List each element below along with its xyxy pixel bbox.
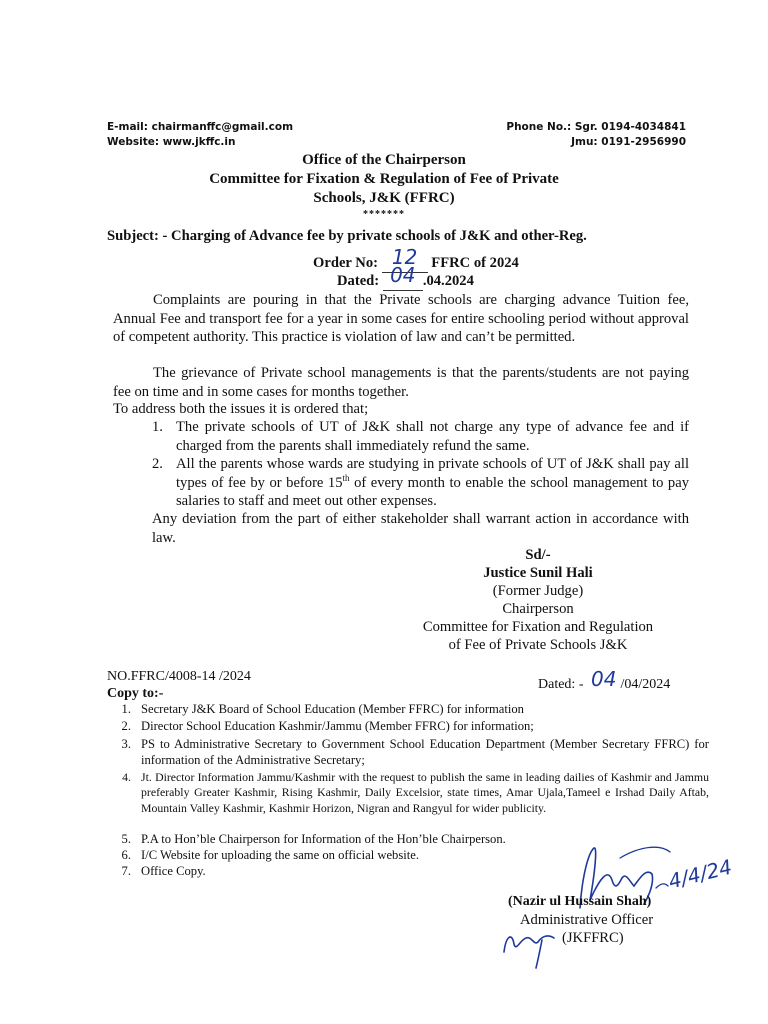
endorsement-number: NO.FFRC/4008-14 /2024 (107, 669, 251, 684)
order-item-2-text-a: All the parents whose wards are studying in private schools of UT of J&K shall pay all types of fee by or before 15 (176, 456, 689, 491)
signatory-former: (Former Judge) (492, 583, 584, 599)
order-dated-suffix: .04.2024 (422, 273, 474, 289)
copy-item-text: PS to Administrative Secretary to Government School Education Department (Member Secretary FFRC) for information of the Administrative Secretary; (141, 737, 709, 767)
stars-divider: ******* (363, 209, 405, 220)
phone-srinagar-text: Phone No.: Sgr. 0194-4034841 (506, 121, 686, 133)
endorsement-date (538, 669, 670, 693)
signatory-committee-line2: of Fee of Private Schools J&K (448, 637, 628, 653)
endorsement-dated-label: Dated: - (538, 677, 584, 692)
subject-line: Subject: - Charging of Advance fee by private schools of J&K and other-Reg. (107, 228, 587, 244)
order-item-2 (176, 455, 689, 511)
endorsement-dated-suffix: /04/2024 (620, 677, 671, 692)
copy-item-text: Secretary J&K Board of School Education (Member FFRC) for information (141, 702, 524, 716)
copy-item-text: I/C Website for uploading the same on official website. (141, 848, 419, 862)
officer-signature-date: 4/4/24 (666, 854, 735, 894)
copy-to-heading: Copy to:- (107, 686, 164, 701)
order-suffix: FFRC of 2024 (431, 255, 519, 271)
paragraph-deviation: Any deviation from the part of either stakeholder shall warrant action in accordance with law. (152, 511, 689, 546)
order-item-2-text-b: of every month to enable the school management to pay salaries to staff and meet out other expenses. (176, 474, 689, 509)
order-item-1: The private schools of UT of J&K shall not charge any type of advance fee and if charged from the parents shall immediately refund the same. (176, 419, 689, 454)
signed-mark: Sd/- (525, 547, 551, 563)
copy-item-number: 3. (121, 737, 131, 751)
order-item-1-number: 1. (152, 419, 163, 435)
signatory-title: Chairperson (502, 601, 574, 617)
email-text: E-mail: chairmanffc@gmail.com (107, 121, 294, 133)
order-dated-label: Dated: (337, 273, 380, 289)
copy-item-number: 1. (121, 702, 131, 716)
order-item-2-superscript: th (342, 472, 350, 483)
initials-scribble (498, 922, 562, 970)
order-item-2-number: 2. (152, 456, 163, 472)
office-title: Office of the Chairperson (302, 152, 466, 168)
order-label: Order No: (313, 255, 378, 271)
copy-item-3 (117, 737, 709, 769)
copy-item-number: 5. (121, 832, 131, 846)
order-day-handwritten: 04 (390, 263, 416, 287)
officer-org: (JKFFRC) (562, 930, 624, 946)
copy-item-4 (117, 770, 709, 832)
paragraph-order-intro: To address both the issues it is ordered that; (113, 401, 369, 417)
copy-item-number: 7. (121, 864, 131, 878)
paragraph-complaints: Complaints are pouring in that the Private schools are charging advance Tuition fee, Annual Fee and transport fee for a year in some cases for entire schooling period without approval of competent authority. This practice is violation of law and can’t be permitted. (113, 292, 689, 345)
endorsement-day-handwritten: 04 (590, 667, 617, 691)
copy-item-text: Director School Education Kashmir/Jammu (Member FFRC) for information; (141, 719, 534, 733)
officer-name: (Nazir ul Hussain Shah) (508, 894, 652, 909)
copy-item-text: P.A to Hon’ble Chairperson for Information of the Hon’ble Chairperson. (141, 832, 506, 846)
copy-item-2 (117, 719, 709, 735)
copy-item-text: Jt. Director Information Jammu/Kashmir with the request to publish the same in leading dailies of Kashmir and Jammu preferably Greater Kashmir, Rising Kashmir, Daily Excelsior, state times, Amar Ujala,Tameel e Irshad Daily Aftab, Mountain Valley Kashmir, Kashmir Horizon, Nigran and Rangyul for wider publicity. (141, 770, 709, 815)
phone-jammu-text: Jmu: 0191-2956990 (571, 136, 686, 148)
copy-item-number: 6. (121, 848, 131, 862)
paragraph-grievance: The grievance of Private school managements is that the parents/students are not paying fee on time and in some cases for months together. (113, 365, 689, 400)
signatory-committee-line1: Committee for Fixation and Regulation (422, 619, 654, 635)
copy-item-number: 4. (122, 770, 131, 784)
order-date-blank (383, 263, 423, 291)
signatory-name: Justice Sunil Hali (483, 565, 593, 581)
copy-item-number: 2. (121, 719, 131, 733)
officer-title: Administrative Officer (520, 912, 654, 928)
order-date (337, 263, 474, 291)
website-text: Website: www.jkffc.in (107, 136, 236, 148)
copy-item-1 (117, 702, 709, 718)
order-number-handwritten: 12 (391, 245, 418, 269)
committee-title-line2: Schools, J&K (FFRC) (313, 190, 455, 206)
copy-item-text: Office Copy. (141, 864, 206, 878)
committee-title-line1: Committee for Fixation & Regulation of Fee of Private (209, 171, 559, 187)
